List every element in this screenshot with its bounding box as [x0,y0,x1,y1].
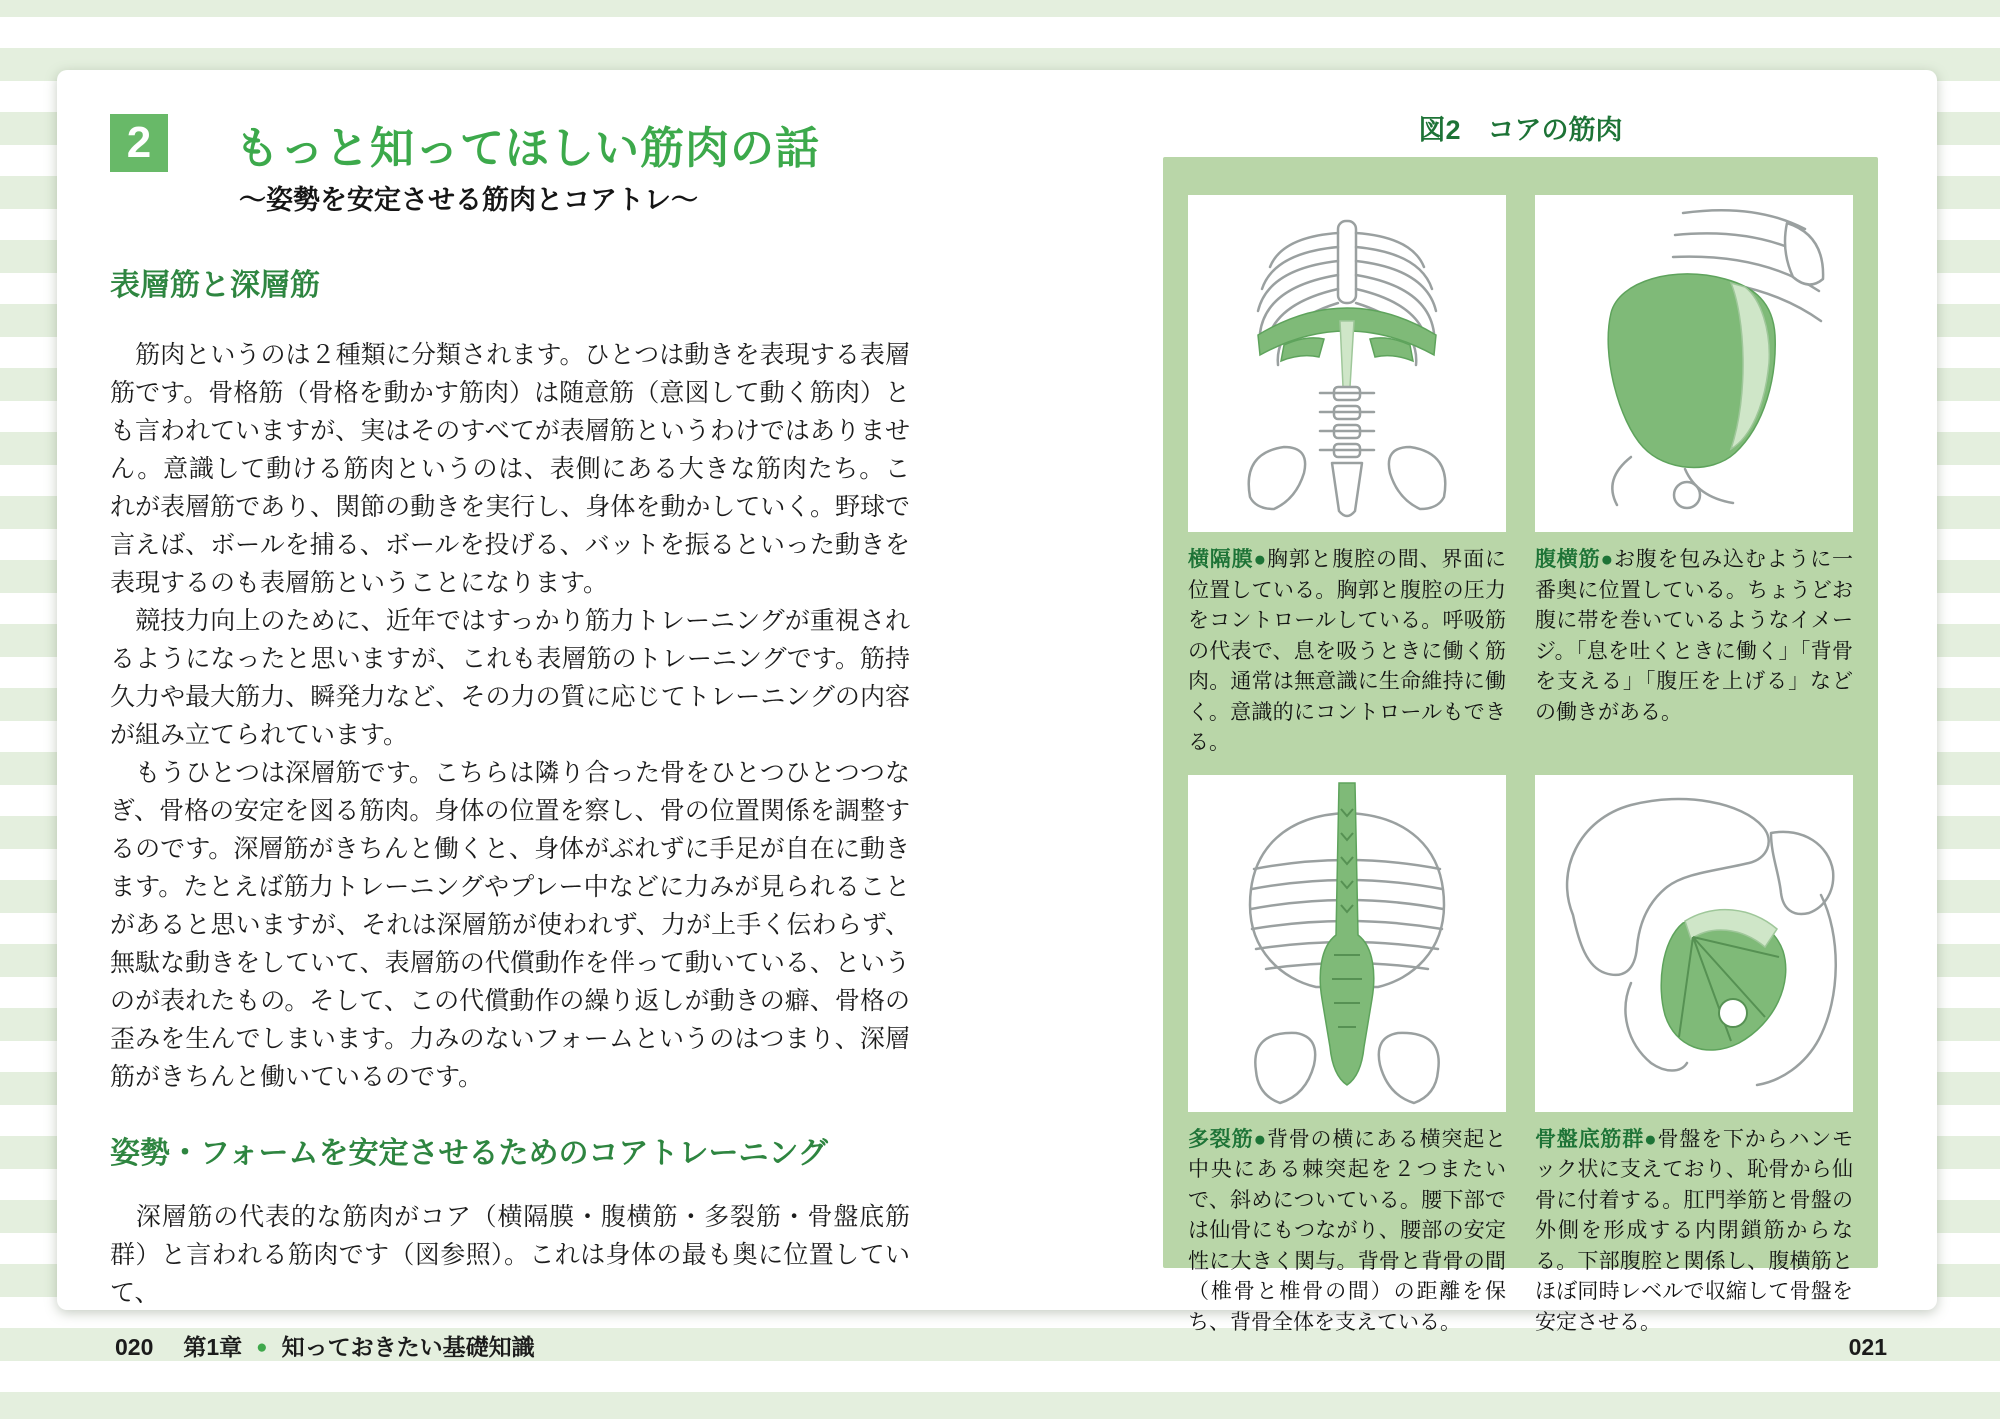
section-heading-1: 表層筋と深層筋 [110,269,320,302]
figure-panel-diaphragm [1188,195,1506,759]
caption-bullet-icon: ● [1600,548,1614,571]
figure-caption [1535,1125,1853,1339]
section-2-body [110,1198,910,1312]
page-title: もっと知ってほしい筋肉の話 [235,124,820,173]
right-page-number: 021 [1848,1334,1887,1360]
figure-caption [1535,545,1853,728]
multifidus-illustration [1188,775,1506,1112]
pelvic-floor-illustration [1535,775,1853,1112]
caption-bullet-icon: ● [1644,1127,1658,1151]
figure-panel-transverse-abdominis [1535,195,1853,759]
figure-panel-multifidus [1188,775,1506,1339]
muscle-name-label: 横隔膜 [1188,548,1254,571]
right-page-footer [1849,1331,1887,1364]
muscle-name-label: 骨盤底筋群 [1535,1127,1645,1151]
caption-bullet-icon: ● [1253,1127,1267,1151]
left-page-footer [115,1331,535,1364]
muscle-name-label: 腹横筋 [1535,548,1601,571]
paragraph: もうひとつは深層筋です。こちらは隣り合った骨をひとつひとつつなぎ、骨格の安定を図る筋肉。身体の位置を察し、骨の位置関係を調整するのです。深層筋がきちんと働くと、身体がぶれずに手足が自在に動きます。たとえば筋力トレーニングやプレー中などに力みが見られることがあると思いますが、それは深層筋が使われず、力が上手く伝わらず、無駄な動きをしていて、表層筋の代償動作を伴って動いている、というのが表れたもの。そして、この代償動作の繰り返しが動きの癖、骨格の歪みを生んでしまいます。力みのないフォームというのはつまり、深層筋がきちんと働いているのです。 [110,759,910,1091]
page-card [57,70,1937,1334]
figure-caption [1188,545,1506,759]
caption-bullet-icon: ● [1253,548,1267,571]
paragraph: 深層筋の代表的な筋肉がコア（横隔膜・腹横筋・多裂筋・骨盤底筋群）と言われる筋肉です（図参照）。これは身体の最も奥に位置していて、 [110,1203,910,1307]
muscle-description: 胸郭と腹腔の間、界面に位置している。胸郭と腹腔の圧力をコントロールしている。呼吸筋の代表で、息を吸うときに働く筋肉。通常は無意識に生命維持に働く。意識的にコントロールもできる。 [1188,548,1507,754]
diaphragm-illustration [1188,195,1506,532]
diaphragm-skeleton-icon [1188,195,1506,532]
transverse-abdominis-illustration [1535,195,1853,532]
muscle-description: お腹を包み込むように一番奥に位置している。ちょうどお腹に帯を巻いているようなイメージ。「息を吐くときに働く」「背骨を支える」「腹圧を上げる」などの働きがある。 [1535,548,1854,724]
page-subtitle: 〜姿勢を安定させる筋肉とコアトレ〜 [239,185,698,215]
figure-panel-pelvic-floor [1535,775,1853,1339]
paragraph: 筋肉というのは２種類に分類されます。ひとつは動きを表現する表層筋です。骨格筋（骨格を動かす筋肉）は随意筋（意図して動く筋肉）とも言われていますが、実はそのすべてが表層筋というわけではありません。意識して動ける筋肉というのは、表側にある大きな筋肉たち。これが表層筋であり、関節の動きを実行し、身体を動かしていく。野球で言えば、ボールを捕る、ボールを投げる、バットを振るといった動きを表現するのも表層筋ということになります。 [110,341,910,597]
muscle-description: 骨盤を下からハンモック状に支えており、恥骨から仙骨に付着する。肛門挙筋と骨盤の外側を形成する内閉鎖筋からなる。下部腹腔と関係し、腹横筋とほぼ同時レベルで収縮して骨盤を安定させる。 [1535,1127,1854,1334]
chapter-number: 2 [126,118,152,167]
pelvic-floor-skeleton-icon [1535,775,1853,1112]
left-page-number: 020 [115,1334,154,1360]
muscle-description: 背骨の横にある横突起と中央にある棘突起を２つまたいで、斜めについている。腰下部では仙骨にもつながり、腰部の安定性に大きく関与。背骨と背骨の間（椎骨と椎骨の間）の距離を保ち、背骨全体を支えている。 [1188,1127,1507,1334]
chapter-label: 第1章 [183,1334,243,1360]
section-1-body [110,336,910,1096]
figure-caption [1188,1125,1506,1339]
transverse-abdominis-skeleton-icon [1535,195,1853,532]
multifidus-skeleton-icon [1188,775,1506,1112]
section-heading-2: 姿勢・フォームを安定させるためのコアトレーニング [110,1137,828,1170]
muscle-name-label: 多裂筋 [1188,1127,1254,1151]
figure-title: 図2 コアの筋肉 [1418,115,1623,145]
paragraph: 競技力向上のために、近年ではすっかり筋力トレーニングが重視されるようになったと思いますが、これも表層筋のトレーニングです。筋持久力や最大筋力、瞬発力など、その力の質に応じてトレーニングの内容が組み立てられています。 [110,607,910,749]
footer-bullet-icon: ● [256,1337,268,1358]
chapter-number-badge [110,114,168,172]
figure-box [1163,157,1878,1334]
chapter-title: 知っておきたい基礎知識 [281,1334,535,1360]
